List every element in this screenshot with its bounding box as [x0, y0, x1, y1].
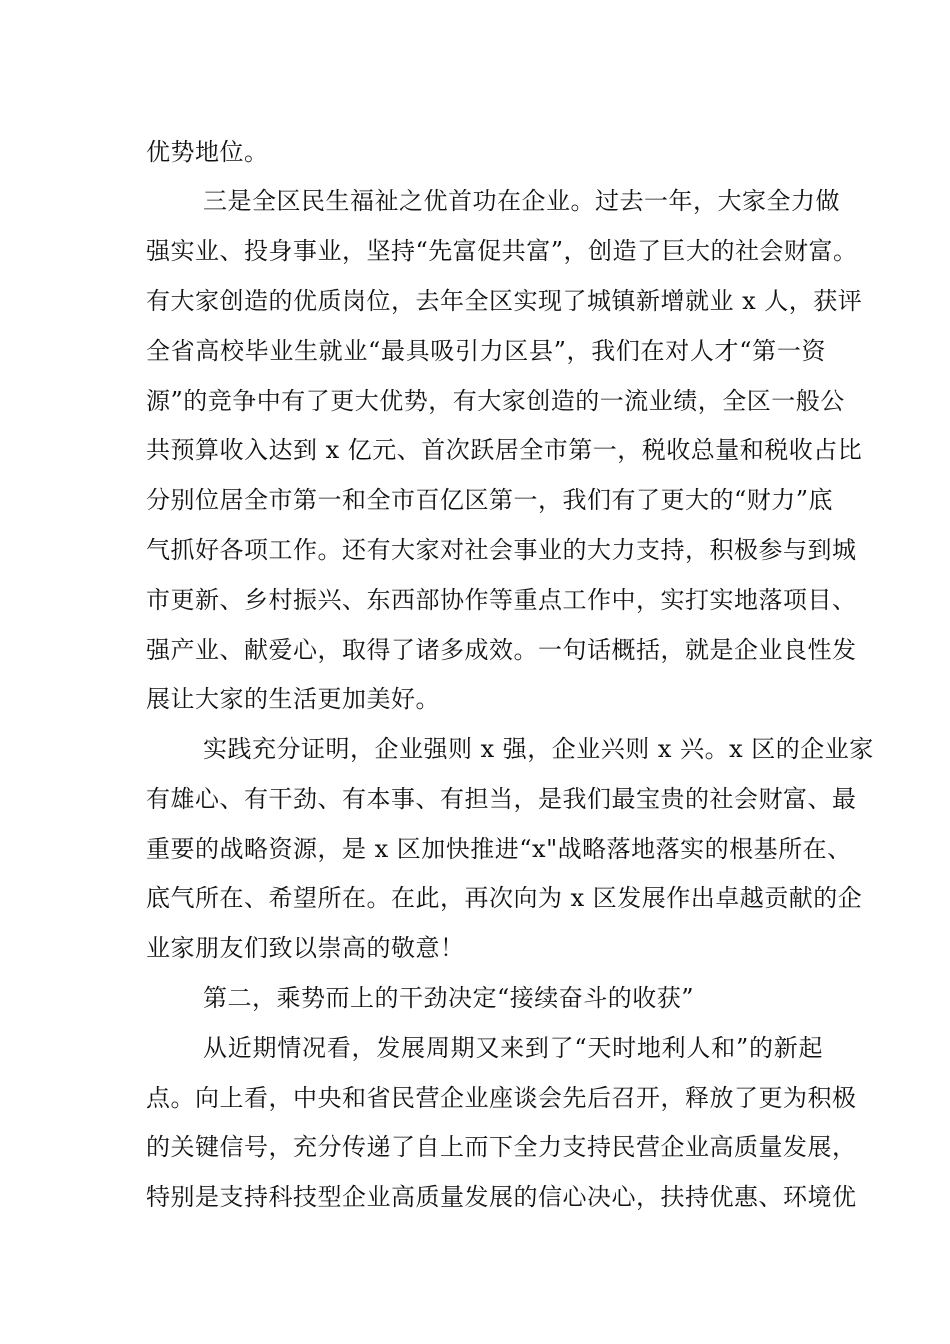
text-line: 有雄心、有干劲、有本事、有担当，是我们最宝贵的社会财富、最 [146, 785, 857, 813]
text-line: 优势地位。 [146, 138, 269, 166]
section-heading: 第二，乘势而上的干劲决定“接续奋斗的收获” [203, 984, 695, 1012]
text-line: 市更新、乡村振兴、东西部协作等重点工作中，实打实地落项目、 [146, 586, 857, 614]
text-line: 的关键信号，充分传递了自上而下全力支持民营企业高质量发展， [146, 1133, 857, 1161]
text-line: 全省高校毕业生就业“最具吸引力区县”，我们在对人才“第一资 [146, 337, 826, 365]
text-line: 气抓好各项工作。还有大家对社会事业的大力支持，积极参与到城 [146, 536, 857, 564]
text-line: 共预算收入达到 x 亿元、首次跃居全市第一，税收总量和税收占比 [146, 436, 863, 464]
text-line: 源”的竞争中有了更大优势，有大家创造的一流业绩，全区一般公 [146, 387, 845, 415]
paragraph-first-line: 从近期情况看，发展周期又来到了“天时地利人和”的新起 [203, 1034, 823, 1062]
text-line: 重要的战略资源，是 x 区加快推进“x"战略落地落实的根基所在、 [146, 835, 852, 863]
text-line: 业家朋友们致以崇高的敬意！ [146, 934, 465, 962]
text-line: 有大家创造的优质岗位，去年全区实现了城镇新增就业 x 人，获评 [146, 287, 863, 315]
paragraph-first-line: 实践充分证明，企业强则 x 强，企业兴则 x 兴。x 区的企业家 [203, 735, 874, 763]
text-line: 点。向上看，中央和省民营企业座谈会先后召开，释放了更为积极 [146, 1084, 857, 1112]
text-line: 强产业、献爱心，取得了诸多成效。一句话概括，就是企业良性发 [146, 636, 857, 664]
text-line: 底气所在、希望所在。在此，再次向为 x 区发展作出卓越贡献的企 [146, 884, 863, 912]
text-line: 强实业、投身事业，坚持“先富促共富”，创造了巨大的社会财富。 [146, 237, 858, 265]
text-line: 分别位居全市第一和全市百亿区第一，我们有了更大的“财力”底 [146, 486, 834, 514]
text-line: 特别是支持科技型企业高质量发展的信心决心，扶持优惠、环境优 [146, 1183, 857, 1211]
text-line: 展让大家的生活更加美好。 [146, 685, 440, 713]
paragraph-first-line: 三是全区民生福祉之优首功在企业。过去一年，大家全力做 [203, 187, 840, 215]
